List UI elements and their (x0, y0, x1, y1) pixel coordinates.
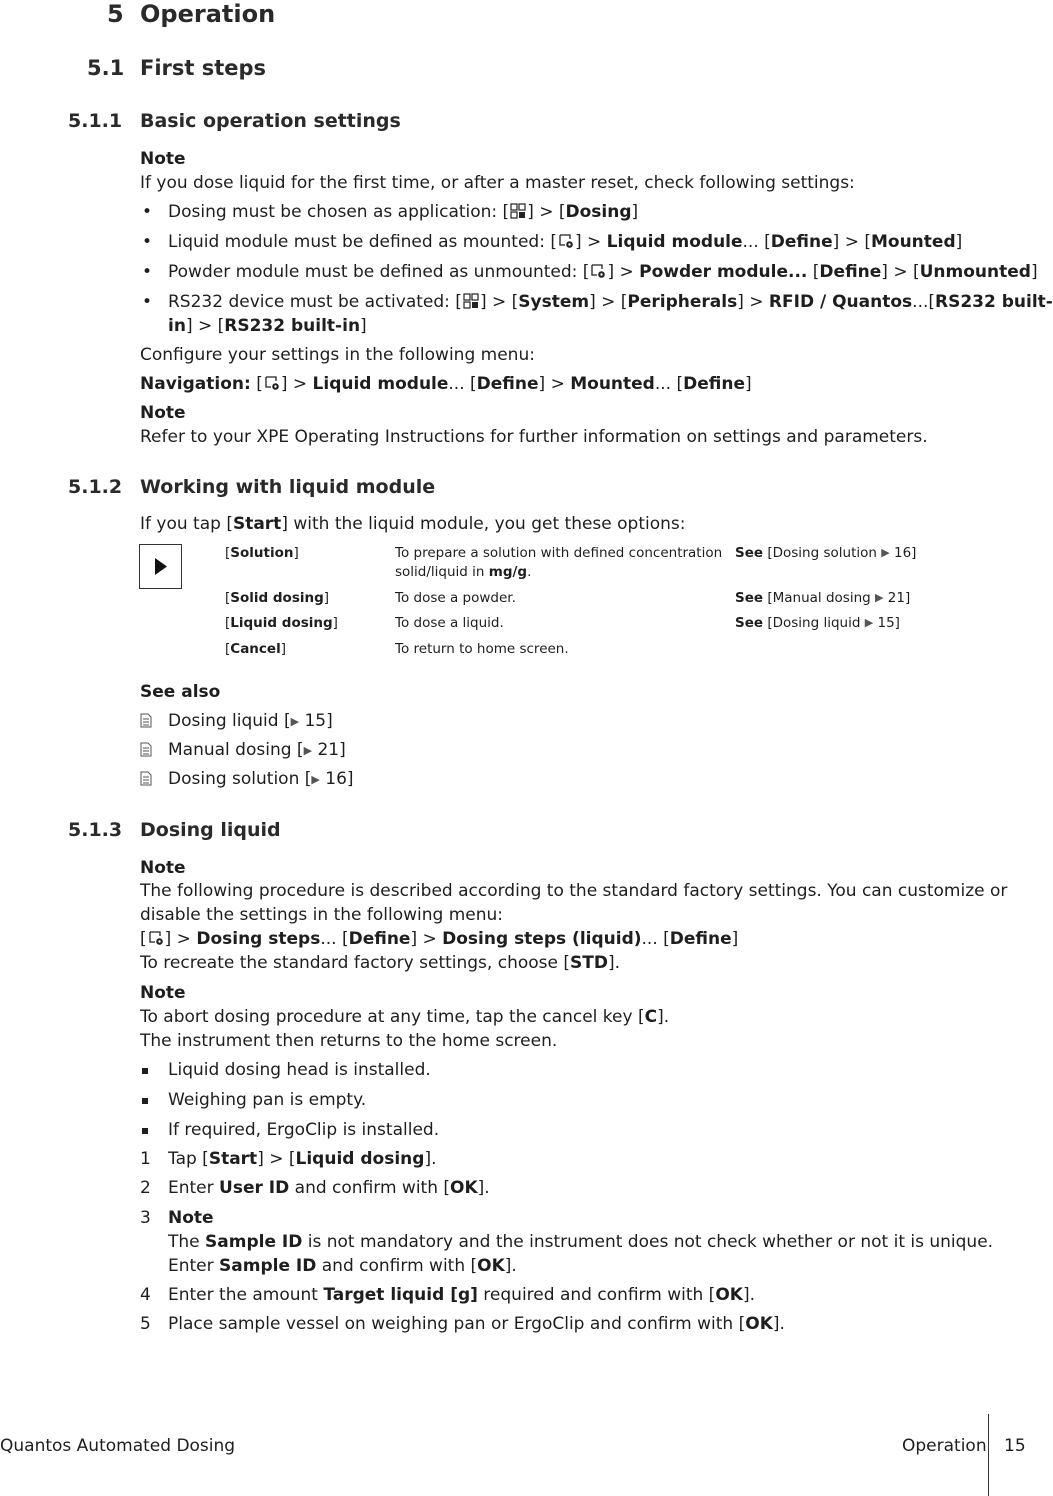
settings-icon (264, 375, 280, 391)
see-also-heading: See also (140, 682, 221, 702)
list-item-continuation: in] > [RS232 built-in] (168, 316, 367, 336)
document-icon (140, 742, 152, 757)
list-item: Liquid module must be defined as mounted: [ ] > Liquid module... [Define] > [Mounted] (168, 232, 963, 252)
play-icon (139, 544, 182, 589)
paragraph: To recreate the standard factory settings, choose [STD]. (140, 953, 620, 973)
step-number: 2 (140, 1178, 151, 1198)
requirement-item: Weighing pan is empty. (168, 1090, 367, 1110)
list-item: RS232 device must be activated: [ ] > [System] > [Peripherals] > RFID / Quantos...[RS232 built- (168, 292, 1053, 312)
step-number: 3 (140, 1208, 151, 1228)
apps-icon (463, 293, 479, 309)
subsection-number: 5.1.3 (68, 819, 123, 841)
settings-icon (148, 930, 164, 946)
step-text: Enter User ID and confirm with [OK]. (168, 1178, 490, 1198)
cross-reference[interactable]: See [Manual dosing ▶ 21] (735, 590, 911, 606)
menu-path: [ ] > Dosing steps... [Define] > Dosing steps (liquid)... [Define] (140, 929, 739, 949)
bullet: • (142, 202, 153, 222)
footer-section: Operation (902, 1436, 987, 1456)
subsection-title: Dosing liquid (140, 819, 281, 841)
bullet: • (142, 262, 153, 282)
paragraph: If you tap [Start] with the liquid module, you get these options: (140, 514, 686, 534)
chapter-title: Operation (140, 0, 276, 28)
settings-icon (558, 233, 574, 249)
option-name: [Liquid dosing] (225, 615, 338, 631)
step-number: 1 (140, 1149, 151, 1169)
paragraph: Refer to your XPE Operating Instructions for further information on settings and parameters. (140, 427, 928, 447)
see-also-link[interactable]: Dosing liquid [▶ 15] (168, 711, 333, 731)
subsection-title: Basic operation settings (140, 110, 401, 132)
requirement-bullet (142, 1128, 148, 1134)
footer-document-title: Quantos Automated Dosing (0, 1436, 236, 1456)
paragraph: To abort dosing procedure at any time, tap the cancel key [C]. (140, 1007, 670, 1027)
chapter-number: 5 (107, 0, 124, 28)
step-text: Tap [Start] > [Liquid dosing]. (168, 1149, 437, 1169)
note-label: Note (140, 983, 186, 1003)
see-also-link[interactable]: Dosing solution [▶ 16] (168, 769, 354, 789)
section-number: 5.1 (87, 56, 125, 80)
note-label: Note (140, 858, 186, 878)
see-also-link[interactable]: Manual dosing [▶ 21] (168, 740, 346, 760)
cross-reference[interactable]: See [Dosing liquid ▶ 15] (735, 615, 900, 631)
subsection-number: 5.1.2 (68, 476, 123, 498)
paragraph: The following procedure is described according to the standard factory settings. You can customize or (140, 881, 1008, 901)
step-text: The Sample ID is not mandatory and the instrument does not check whether or not it is unique. (168, 1232, 994, 1252)
requirement-item: If required, ErgoClip is installed. (168, 1120, 440, 1140)
footer-divider (988, 1414, 989, 1496)
document-icon (140, 713, 152, 728)
paragraph: The instrument then returns to the home screen. (140, 1031, 558, 1051)
step-number: 5 (140, 1314, 151, 1334)
option-name: [Solid dosing] (225, 590, 330, 606)
option-description: solid/liquid in mg/g. (395, 564, 532, 580)
bullet: • (142, 292, 153, 312)
step-text: Enter the amount Target liquid [g] required and confirm with [OK]. (168, 1285, 755, 1305)
option-name: [Cancel] (225, 641, 286, 657)
step-text: Enter Sample ID and confirm with [OK]. (168, 1256, 517, 1276)
paragraph: Configure your settings in the following menu: (140, 345, 535, 365)
paragraph: If you dose liquid for the first time, or after a master reset, check following settings: (140, 173, 855, 193)
settings-icon (590, 263, 606, 279)
option-description: To prepare a solution with defined concentration (395, 545, 723, 561)
requirement-bullet (142, 1098, 148, 1104)
option-description: To dose a powder. (395, 590, 516, 606)
navigation-path: Navigation: [ ] > Liquid module... [Define] > Mounted... [Define] (140, 374, 752, 394)
option-description: To dose a liquid. (395, 615, 504, 631)
section-title: First steps (140, 56, 267, 80)
note-label: Note (140, 149, 186, 169)
step-number: 4 (140, 1285, 151, 1305)
list-item: Powder module must be defined as unmounted: [ ] > Powder module... [Define] > [Unmounted] (168, 262, 1038, 282)
list-item: Dosing must be chosen as application: [ ] > [Dosing] (168, 202, 639, 222)
bullet: • (142, 232, 153, 252)
requirement-bullet (142, 1068, 148, 1074)
apps-icon (510, 203, 526, 219)
option-description: To return to home screen. (395, 641, 569, 657)
option-name: [Solution] (225, 545, 299, 561)
note-label: Note (140, 403, 186, 423)
step-text: Place sample vessel on weighing pan or ErgoClip and confirm with [OK]. (168, 1314, 785, 1334)
cross-reference[interactable]: See [Dosing solution ▶ 16] (735, 545, 917, 561)
note-label: Note (168, 1208, 214, 1228)
subsection-title: Working with liquid module (140, 476, 436, 498)
subsection-number: 5.1.1 (68, 110, 123, 132)
document-icon (140, 771, 152, 786)
paragraph: disable the settings in the following menu: (140, 905, 503, 925)
requirement-item: Liquid dosing head is installed. (168, 1060, 431, 1080)
page-number: 15 (1004, 1436, 1026, 1456)
